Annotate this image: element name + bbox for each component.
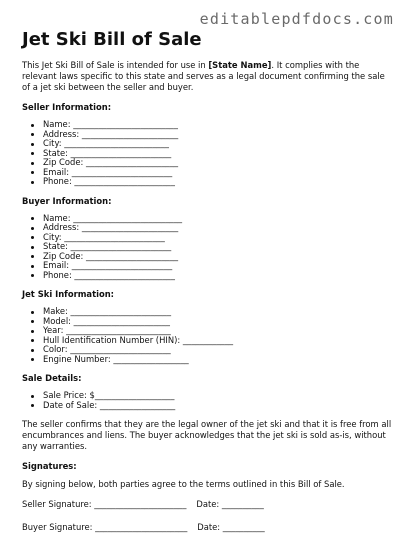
buyer-phone-field[interactable]: Phone: ________________________ [43,271,392,281]
seller-address-field[interactable]: Address: _______________________ [43,130,392,140]
signatures-heading: Signatures: [22,461,77,471]
buyer-city-field[interactable]: City: ________________________ [43,233,392,243]
intro-text-start: This Jet Ski Bill of Sale is intended for use in [22,60,209,70]
jetski-make-field[interactable]: Make: ________________________ [43,307,392,317]
seller-signature-field[interactable]: Seller Signature: ______________________ [22,499,187,509]
buyer-fields [22,214,392,281]
jetski-heading: Jet Ski Information: [22,289,115,299]
watermark: editablepdfdocs.com [199,10,394,28]
sale-date-field[interactable]: Date of Sale: __________________ [43,401,392,411]
jetski-engine-number-field[interactable]: Engine Number: __________________ [43,355,392,365]
seller-heading: Seller Information: [22,102,112,112]
sale-fields [22,391,392,410]
buyer-date-field[interactable]: Date: __________ [197,522,265,532]
seller-zip-field[interactable]: Zip Code: ______________________ [43,158,392,168]
seller-date-field[interactable]: Date: __________ [196,499,264,509]
buyer-email-field[interactable]: Email: ________________________ [43,261,392,271]
buyer-address-field[interactable]: Address: _______________________ [43,223,392,233]
seller-name-field[interactable]: Name: _________________________ [43,120,392,130]
jetski-year-field[interactable]: Year: _________________________ [43,326,392,336]
intro-paragraph [22,60,392,93]
signatures-text: By signing below, both parties agree to the terms outlined in this Bill of Sale. [22,479,345,489]
jetski-fields [22,307,392,364]
seller-email-field[interactable]: Email: ________________________ [43,168,392,178]
intro-text-end: . It complies with the relevant laws specific to this state and serves as a legal document confirming the sale of a jet ski between the seller and buyer. [22,60,385,92]
buyer-name-field[interactable]: Name: __________________________ [43,214,392,224]
seller-city-field[interactable]: City: _________________________ [43,139,392,149]
seller-signature-line [22,499,392,510]
jetski-model-field[interactable]: Model: _______________________ [43,317,392,327]
document-title: Jet Ski Bill of Sale [22,29,202,50]
buyer-heading: Buyer Information: [22,195,112,206]
state-name-placeholder: [State Name] [208,60,272,70]
seller-fields [22,120,392,187]
buyer-zip-field[interactable]: Zip Code: ______________________ [43,252,392,262]
ownership-statement: The seller confirms that they are the legal owner of the jet ski and that it is free from all encumbrances and liens. The buyer acknowledges that the jet ski is sold as-is, without any warranties. [22,419,392,451]
buyer-state-field[interactable]: State: ________________________ [43,242,392,252]
seller-phone-field[interactable]: Phone: ________________________ [43,177,392,187]
sale-heading: Sale Details: [22,373,82,383]
jetski-hin-field[interactable]: Hull Identification Number (HIN): ____________ [43,336,392,346]
document-body [22,30,392,545]
seller-state-field[interactable]: State: ________________________ [43,149,392,159]
buyer-signature-field[interactable]: Buyer Signature: ______________________ [22,522,188,532]
buyer-signature-line [22,522,392,533]
jetski-color-field[interactable]: Color: ________________________ [43,345,392,355]
sale-price-field[interactable]: Sale Price: $___________________ [43,391,392,401]
